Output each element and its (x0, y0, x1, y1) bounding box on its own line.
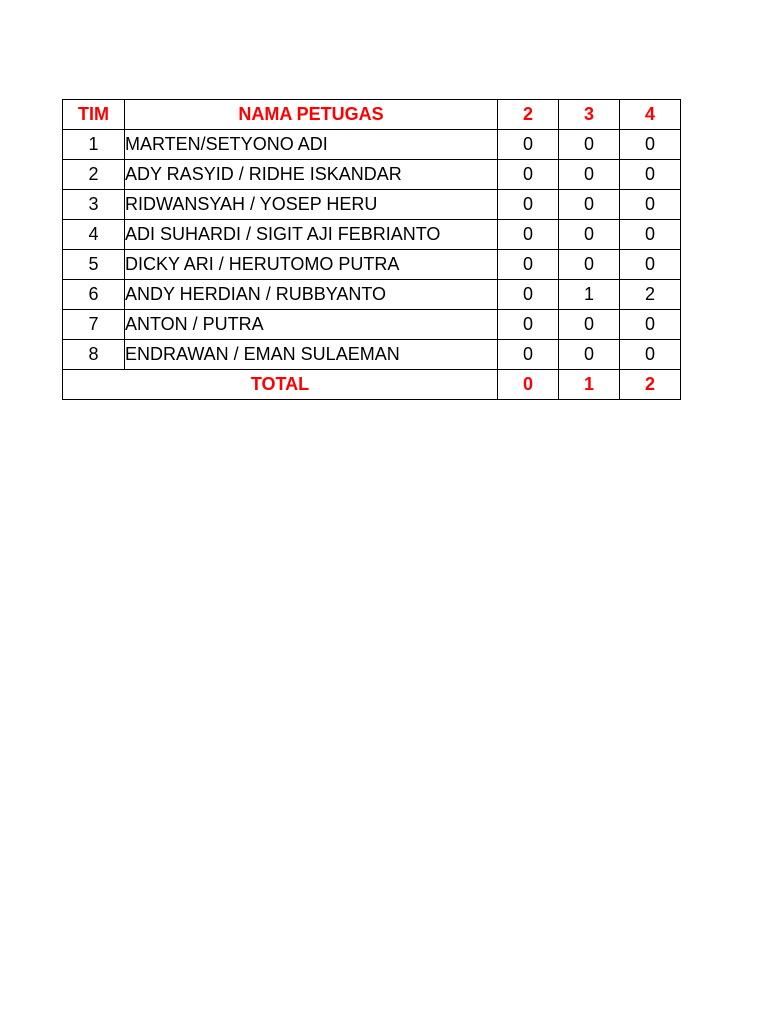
cell-value-3: 1 (559, 280, 620, 310)
cell-value-3: 0 (559, 130, 620, 160)
table-row (63, 250, 681, 280)
cell-value-4: 0 (620, 340, 681, 370)
cell-value-3: 0 (559, 340, 620, 370)
cell-nama: ENDRAWAN / EMAN SULAEMAN (125, 340, 498, 370)
cell-value-2: 0 (498, 250, 559, 280)
total-value-4: 2 (620, 370, 681, 400)
cell-value-4: 2 (620, 280, 681, 310)
header-nama-petugas: NAMA PETUGAS (125, 100, 498, 130)
header-col-3: 3 (559, 100, 620, 130)
cell-value-2: 0 (498, 190, 559, 220)
cell-tim: 6 (63, 280, 125, 310)
table-row (63, 130, 681, 160)
cell-nama: ANTON / PUTRA (125, 310, 498, 340)
cell-value-2: 0 (498, 220, 559, 250)
cell-nama: DICKY ARI / HERUTOMO PUTRA (125, 250, 498, 280)
cell-value-2: 0 (498, 310, 559, 340)
cell-tim: 5 (63, 250, 125, 280)
cell-value-2: 0 (498, 340, 559, 370)
cell-value-4: 0 (620, 220, 681, 250)
table-row (63, 310, 681, 340)
total-value-2: 0 (498, 370, 559, 400)
cell-nama: ADY RASYID / RIDHE ISKANDAR (125, 160, 498, 190)
cell-value-3: 0 (559, 220, 620, 250)
cell-value-3: 0 (559, 310, 620, 340)
table-header-row (63, 100, 681, 130)
total-label: TOTAL (63, 370, 498, 400)
cell-value-2: 0 (498, 160, 559, 190)
table-row (63, 220, 681, 250)
table-total-row (63, 370, 681, 400)
header-col-2: 2 (498, 100, 559, 130)
cell-value-4: 0 (620, 250, 681, 280)
table-row (63, 280, 681, 310)
cell-value-4: 0 (620, 310, 681, 340)
table-row (63, 340, 681, 370)
header-col-4: 4 (620, 100, 681, 130)
cell-tim: 7 (63, 310, 125, 340)
cell-value-2: 0 (498, 280, 559, 310)
cell-tim: 4 (63, 220, 125, 250)
cell-nama: RIDWANSYAH / YOSEP HERU (125, 190, 498, 220)
cell-tim: 1 (63, 130, 125, 160)
cell-tim: 8 (63, 340, 125, 370)
total-value-3: 1 (559, 370, 620, 400)
cell-nama: ANDY HERDIAN / RUBBYANTO (125, 280, 498, 310)
header-tim: TIM (63, 100, 125, 130)
petugas-table (62, 99, 681, 400)
cell-value-4: 0 (620, 190, 681, 220)
cell-nama: ADI SUHARDI / SIGIT AJI FEBRIANTO (125, 220, 498, 250)
table-row (63, 160, 681, 190)
cell-value-2: 0 (498, 130, 559, 160)
cell-nama: MARTEN/SETYONO ADI (125, 130, 498, 160)
table-row (63, 190, 681, 220)
cell-tim: 2 (63, 160, 125, 190)
cell-value-4: 0 (620, 130, 681, 160)
cell-value-3: 0 (559, 160, 620, 190)
cell-value-3: 0 (559, 250, 620, 280)
cell-value-4: 0 (620, 160, 681, 190)
cell-tim: 3 (63, 190, 125, 220)
cell-value-3: 0 (559, 190, 620, 220)
